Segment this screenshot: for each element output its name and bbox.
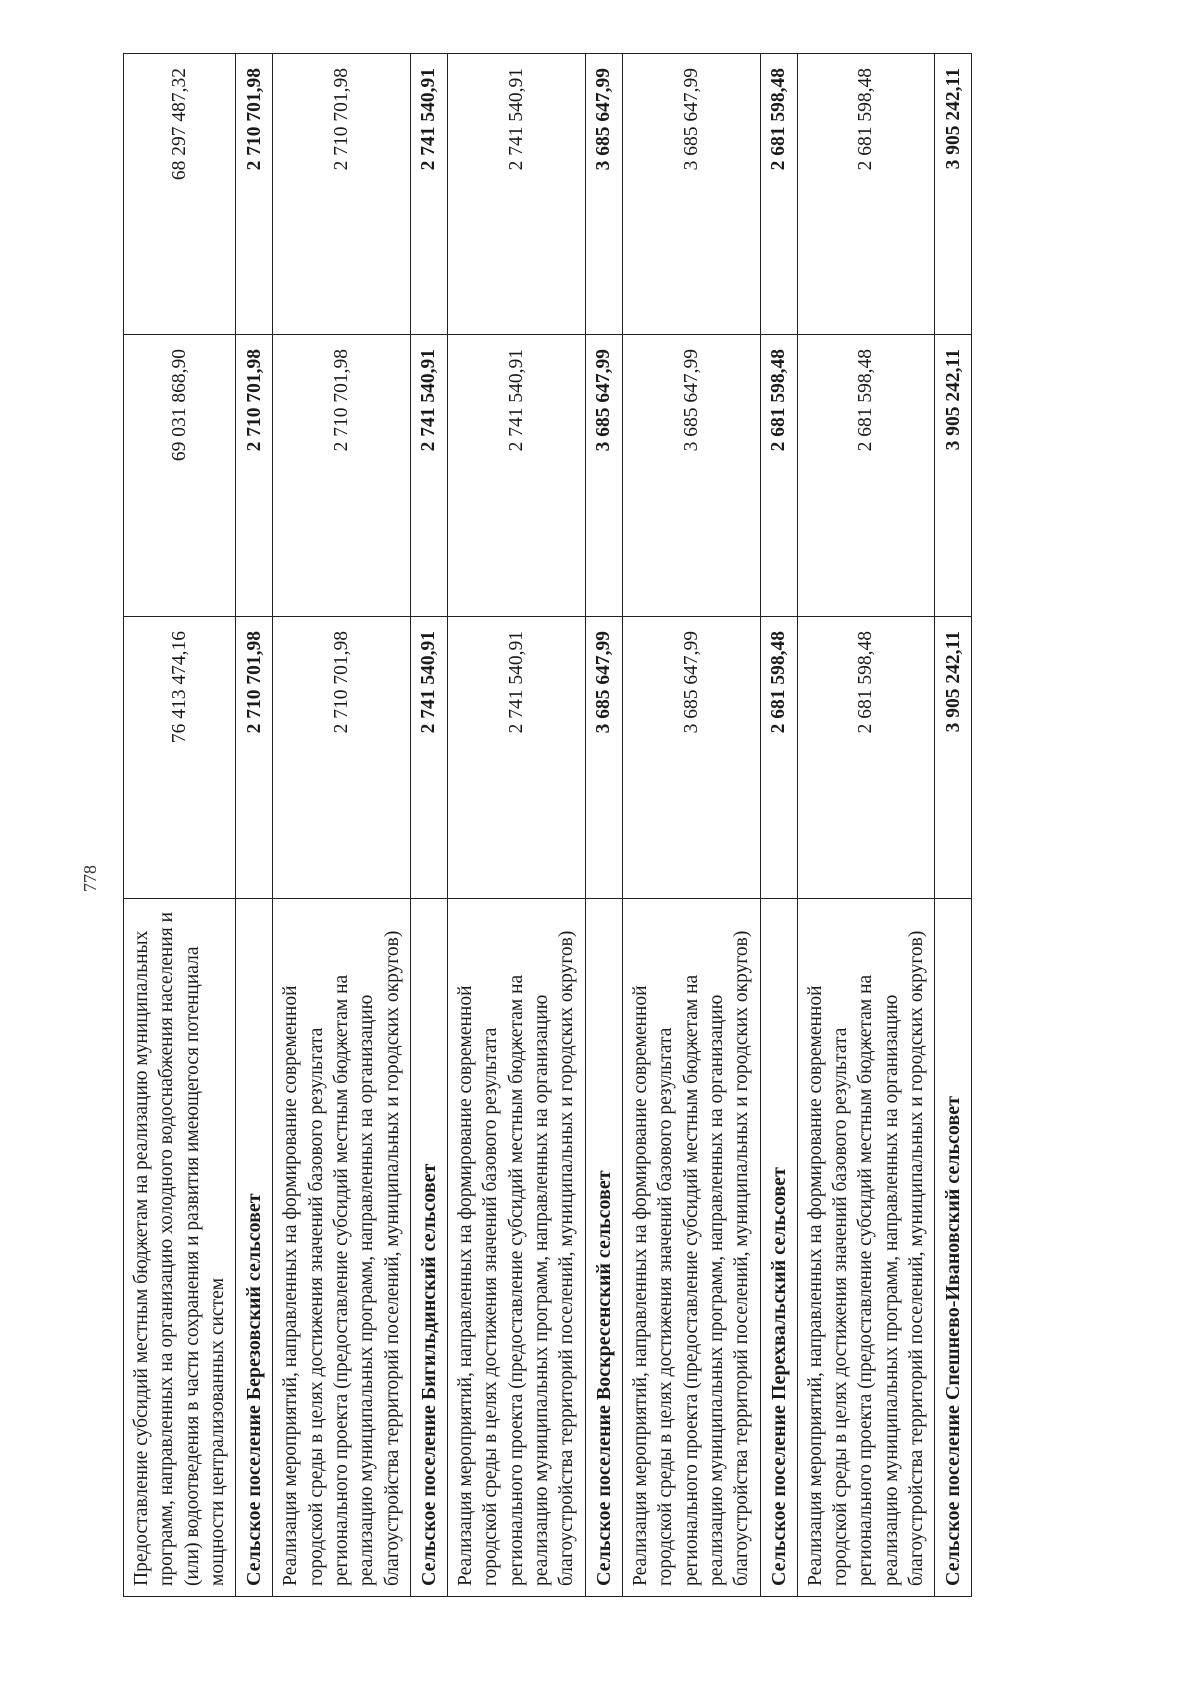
table-row-group-speshnevo-ivanovsky — [935, 54, 972, 1597]
row-value-2: 2 741 540,91 — [411, 335, 448, 617]
table-row-group-berezovsky — [236, 54, 273, 1597]
row-value-2: 2 710 701,98 — [236, 335, 273, 617]
row-value-1: 3 685 647,99 — [585, 617, 622, 899]
row-value-3: 68 297 487,32 — [124, 54, 236, 335]
row-value-2: 2 681 598,48 — [760, 335, 797, 617]
budget-table — [123, 53, 972, 1597]
row-value-2: 2 681 598,48 — [797, 335, 935, 617]
row-name: Сельское поселение Перехвальский сельсовет — [760, 899, 797, 1597]
table-row-group-voskresensky — [585, 54, 622, 1597]
row-value-3: 2 741 540,91 — [411, 54, 448, 335]
row-name: Реализация мероприятий, направленных на формирование современной городской среды в целях достижения значений базового результата регионального проекта (предоставление субсидий местным бюджетам на реализацию муниципальных программ, направленных на организацию благоустройства территорий поселений, муниципальных и городских округов) — [797, 899, 935, 1597]
row-value-3: 2 710 701,98 — [236, 54, 273, 335]
row-value-2: 3 905 242,11 — [935, 335, 972, 617]
row-value-1: 2 710 701,98 — [273, 617, 411, 899]
row-value-2: 2 741 540,91 — [448, 335, 586, 617]
table-row-group-perekhvalsky — [760, 54, 797, 1597]
row-value-1: 76 413 474,16 — [124, 617, 236, 899]
row-name: Сельское поселение Спешнево-Ивановский сельсовет — [935, 899, 972, 1597]
row-value-2: 3 685 647,99 — [622, 335, 760, 617]
row-value-2: 69 031 868,90 — [124, 335, 236, 617]
row-value-3: 3 685 647,99 — [585, 54, 622, 335]
table-row-water-subsidy — [124, 54, 236, 1597]
row-name: Сельское поселение Березовский сельсовет — [236, 899, 273, 1597]
row-value-1: 2 681 598,48 — [797, 617, 935, 899]
row-name: Сельское поселение Воскресенский сельсовет — [585, 899, 622, 1597]
row-value-1: 2 741 540,91 — [411, 617, 448, 899]
row-value-1: 2 741 540,91 — [448, 617, 586, 899]
table-row-item-perekhvalsky — [797, 54, 935, 1597]
row-value-3: 3 905 242,11 — [935, 54, 972, 335]
row-value-3: 2 681 598,48 — [760, 54, 797, 335]
row-value-2: 3 685 647,99 — [585, 335, 622, 617]
row-name: Реализация мероприятий, направленных на формирование современной городской среды в целях достижения значений базового результата регионального проекта (предоставление субсидий местным бюджетам на реализацию муниципальных программ, направленных на организацию благоустройства территорий поселений, муниципальных и городских округов) — [273, 899, 411, 1597]
row-name: Предоставление субсидий местным бюджетам на реализацию муниципальных программ, направленных на организацию холодного водоснабжения населения и (или) водоотведения в части сохранения и развития имеющегося потенциала мощности централизованных систем — [124, 899, 236, 1597]
row-value-3: 2 681 598,48 — [797, 54, 935, 335]
row-value-1: 2 681 598,48 — [760, 617, 797, 899]
row-value-3: 2 710 701,98 — [273, 54, 411, 335]
table-row-group-bigildinsky — [411, 54, 448, 1597]
row-name: Сельское поселение Бигильдинский сельсовет — [411, 899, 448, 1597]
row-value-1: 2 710 701,98 — [236, 617, 273, 899]
row-value-3: 3 685 647,99 — [622, 54, 760, 335]
table-row-item-voskresensky — [622, 54, 760, 1597]
row-value-1: 3 905 242,11 — [935, 617, 972, 899]
row-value-1: 3 685 647,99 — [622, 617, 760, 899]
row-value-2: 2 710 701,98 — [273, 335, 411, 617]
row-value-3: 2 741 540,91 — [448, 54, 586, 335]
table-row-item-bigildinsky — [448, 54, 586, 1597]
page-number: 778 — [80, 865, 100, 892]
row-name: Реализация мероприятий, направленных на формирование современной городской среды в целях достижения значений базового результата регионального проекта (предоставление субсидий местным бюджетам на реализацию муниципальных программ, направленных на организацию благоустройства территорий поселений, муниципальных и городских округов) — [448, 899, 586, 1597]
table-row-item-berezovsky — [273, 54, 411, 1597]
row-name: Реализация мероприятий, направленных на формирование современной городской среды в целях достижения значений базового результата регионального проекта (предоставление субсидий местным бюджетам на реализацию муниципальных программ, направленных на организацию благоустройства территорий поселений, муниципальных и городских округов) — [622, 899, 760, 1597]
